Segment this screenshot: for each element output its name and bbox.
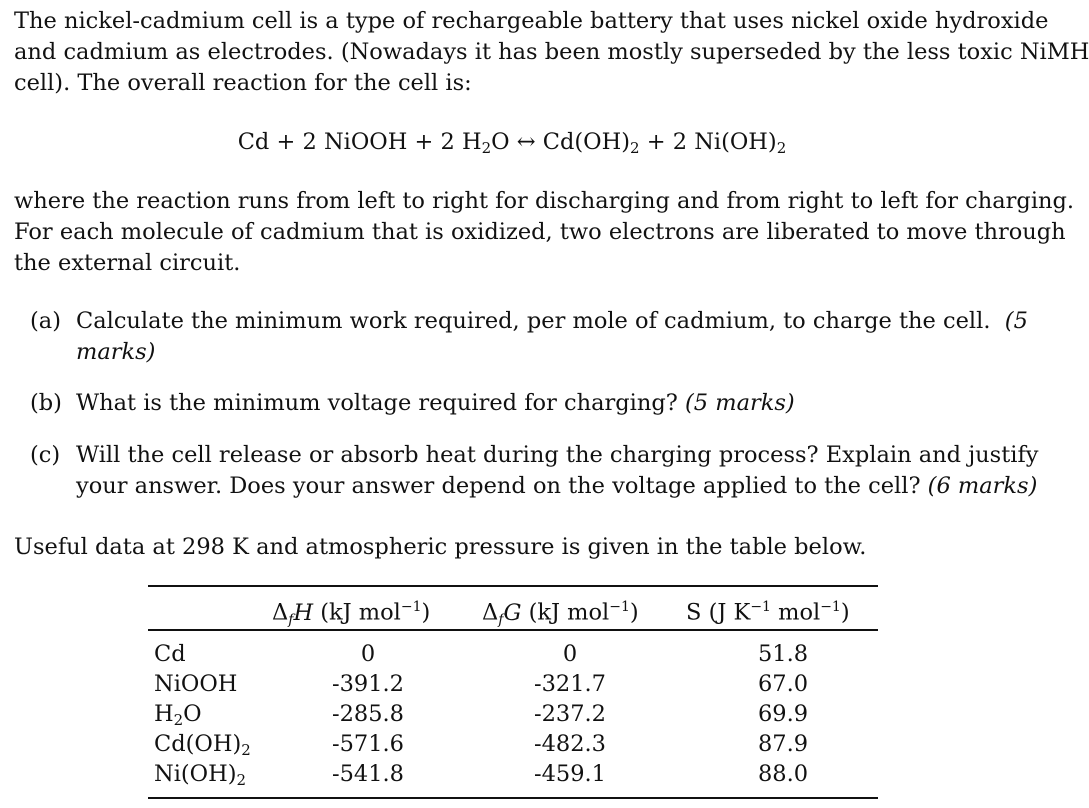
delta-symbol: Δ bbox=[482, 599, 499, 626]
gibbs-cell: -482.3 bbox=[533, 731, 606, 757]
header-exponent: −1 bbox=[750, 599, 771, 615]
explanation-line: where the reaction runs from left to right for discharging and from right to left for charging. bbox=[14, 188, 1075, 214]
question-c-text-line2 bbox=[76, 471, 1037, 502]
question-text bbox=[76, 388, 795, 419]
header-gibbs bbox=[482, 592, 639, 628]
header-symbol: G bbox=[503, 599, 522, 626]
reaction-equation bbox=[0, 126, 1024, 158]
species-subscript: 2 bbox=[173, 711, 184, 729]
equation-rhs-tail: + 2 Ni(OH) bbox=[639, 129, 777, 155]
species-name: H bbox=[154, 701, 174, 727]
species-name: NiOOH bbox=[154, 671, 238, 697]
equation-subscript: 2 bbox=[481, 139, 492, 157]
table-row bbox=[148, 639, 878, 669]
enthalpy-cell: -541.8 bbox=[331, 761, 404, 787]
table-row bbox=[148, 669, 878, 699]
header-close: ) bbox=[421, 599, 431, 626]
header-exponent: −1 bbox=[820, 599, 841, 615]
table-bottom-rule bbox=[148, 797, 878, 799]
entropy-cell: 67.0 bbox=[757, 671, 809, 697]
gibbs-cell: -237.2 bbox=[533, 701, 606, 727]
table-row bbox=[148, 759, 878, 789]
gibbs-cell: 0 bbox=[562, 641, 578, 667]
species-name: Cd bbox=[154, 641, 186, 667]
header-exponent: −1 bbox=[609, 599, 630, 615]
gibbs-cell: -459.1 bbox=[533, 761, 606, 787]
species-subscript: 2 bbox=[241, 741, 251, 759]
delta-symbol: Δ bbox=[272, 599, 289, 626]
table-header-rule bbox=[148, 629, 878, 631]
question-a-text: Calculate the minimum work required, per mole of cadmium, to charge the cell. bbox=[76, 308, 991, 334]
enthalpy-cell: -391.2 bbox=[331, 671, 404, 697]
table-row bbox=[148, 699, 878, 729]
header-enthalpy bbox=[272, 592, 430, 628]
entropy-cell: 87.9 bbox=[757, 731, 809, 757]
gibbs-cell: -321.7 bbox=[533, 671, 606, 697]
header-unit: S (J K bbox=[686, 599, 751, 626]
equation-lhs-tail: O bbox=[491, 129, 510, 155]
species-name: Cd(OH) bbox=[154, 731, 242, 757]
entropy-cell: 69.9 bbox=[757, 701, 809, 727]
entropy-cell: 88.0 bbox=[757, 761, 809, 787]
question-label: (c) bbox=[30, 442, 61, 468]
species-cell bbox=[154, 639, 186, 669]
enthalpy-cell: 0 bbox=[360, 641, 376, 667]
species-cell bbox=[154, 669, 237, 699]
header-subscript: f bbox=[498, 611, 504, 628]
species-cell bbox=[154, 759, 246, 789]
enthalpy-cell: -285.8 bbox=[331, 701, 404, 727]
intro-line: and cadmium as electrodes. (Nowadays it has been mostly superseded by the less toxic NiMH bbox=[14, 39, 1089, 65]
equilibrium-arrow: ↔ bbox=[516, 129, 536, 155]
intro-paragraph bbox=[14, 6, 1089, 99]
useful-data-note: Useful data at 298 K and atmospheric pressure is given in the table below. bbox=[14, 534, 867, 560]
explanation-line: the external circuit. bbox=[14, 250, 241, 276]
equation-subscript: 2 bbox=[776, 139, 787, 157]
intro-line: The nickel-cadmium cell is a type of rechargeable battery that uses nickel oxide hydroxide bbox=[14, 8, 1049, 34]
equation-lhs: Cd + 2 NiOOH + 2 H bbox=[237, 129, 482, 155]
question-label: (a) bbox=[30, 308, 61, 334]
species-name: Ni(OH) bbox=[154, 761, 237, 787]
species-subscript: 2 bbox=[236, 771, 247, 789]
question-a-marks: (5 bbox=[1004, 308, 1028, 334]
entropy-cell: 51.8 bbox=[757, 641, 809, 667]
question-label: (b) bbox=[30, 390, 62, 416]
question-text bbox=[76, 306, 1028, 337]
question-b-marks: (5 marks) bbox=[684, 390, 795, 416]
header-unit: mol bbox=[770, 599, 821, 626]
header-unit: (kJ mol bbox=[313, 599, 401, 626]
equation-subscript: 2 bbox=[630, 139, 640, 157]
explanation-paragraph bbox=[14, 186, 1075, 279]
species-cell bbox=[154, 729, 251, 759]
question-c-marks: (6 marks) bbox=[927, 473, 1038, 499]
intro-line: cell). The overall reaction for the cell is: bbox=[14, 70, 472, 96]
equation-rhs: Cd(OH) bbox=[542, 129, 631, 155]
explanation-line: For each molecule of cadmium that is oxidized, two electrons are liberated to move through bbox=[14, 219, 1066, 245]
header-entropy bbox=[686, 592, 850, 628]
header-symbol: H bbox=[293, 599, 314, 626]
question-a-marks-cont: marks) bbox=[76, 339, 156, 365]
header-exponent: −1 bbox=[400, 599, 422, 615]
table-row bbox=[148, 729, 878, 759]
question-b-text: What is the minimum voltage required for charging? bbox=[76, 390, 678, 416]
header-close: ) bbox=[629, 599, 639, 626]
header-close: ) bbox=[840, 599, 850, 626]
enthalpy-cell: -571.6 bbox=[331, 731, 404, 757]
header-subscript: f bbox=[288, 611, 294, 628]
species-tail: O bbox=[183, 701, 202, 727]
question-c-text-line1: Will the cell release or absorb heat during the charging process? Explain and justify bbox=[76, 442, 1039, 468]
header-unit: (kJ mol bbox=[521, 599, 610, 626]
species-cell bbox=[154, 699, 202, 729]
question-c-text: your answer. Does your answer depend on the voltage applied to the cell? bbox=[76, 473, 921, 499]
table-top-rule bbox=[148, 585, 878, 587]
